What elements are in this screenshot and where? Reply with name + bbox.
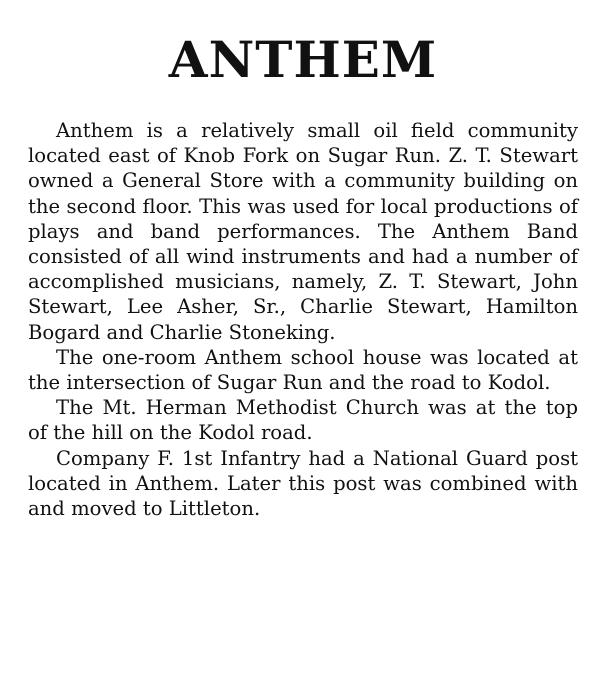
paragraph-school-house: The one-room Anthem school house was located at the intersection of Sugar Run and the road to Kodol.: [28, 345, 578, 395]
paragraph-methodist-church: The Mt. Herman Methodist Church was at the top of the hill on the Kodol road.: [28, 396, 578, 445]
paragraph-national-guard: Company F. 1st Infantry had a National Guard post located in Anthem. Later this post was combined with and moved to Littleton.: [28, 446, 578, 521]
article-title: ANTHEM: [168, 30, 438, 89]
article-body: [28, 118, 578, 521]
paragraph-anthem-band: Anthem is a relatively small oil field community located east of Knob Fork on Sugar Run. Z. T. Stewart owned a General Store with a community building on the second floor. This was used for local productions of plays and band performances. The Anthem Band consisted of all wind instruments and had a number of accomplished musicians, namely, Z. T. Stewart, John Stewart, Lee Asher, Sr., Charlie Stewart, Hamilton Bogard and Charlie Stoneking.: [28, 119, 578, 344]
